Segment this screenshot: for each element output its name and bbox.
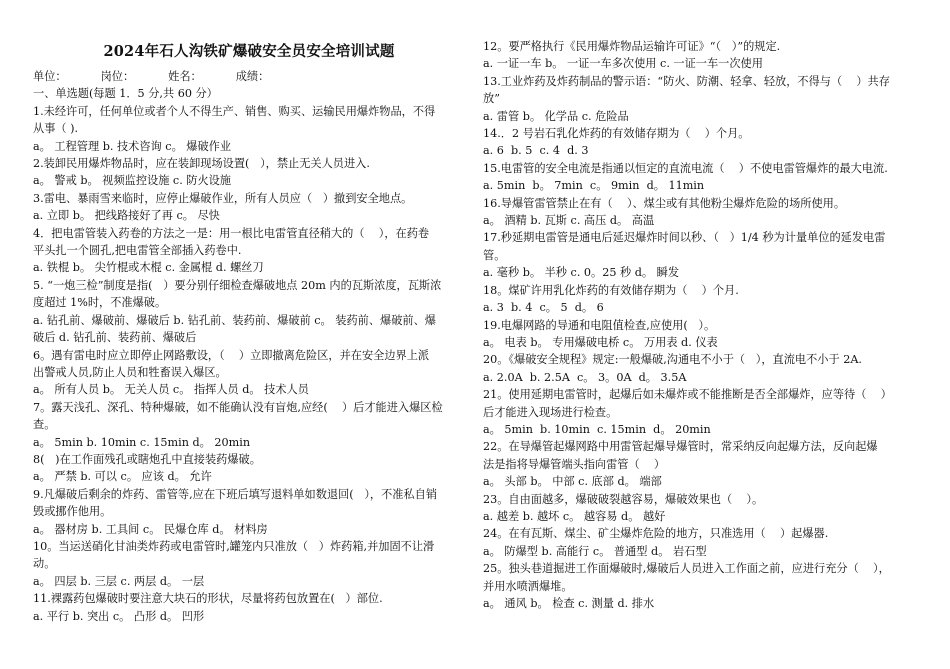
text-line: 23。自由面越多，爆破破裂越容易，爆破效果也（ ）。	[483, 492, 764, 506]
text-line: a。 严禁 b. 可以 c。 应该 d。 允许	[33, 470, 212, 484]
section-heading: 一、单选题(每题 1．5 分,共 60 分）	[33, 87, 218, 101]
text-line: a. 3 b. 4 c。 5 d。 6	[483, 301, 604, 315]
text-line: 15.电雷管的安全电流是指通以恒定的直流电流（ ）不使电雷管爆炸的最大电流.	[483, 161, 888, 175]
info-name: 姓名：	[168, 70, 202, 83]
text-line: a。 5min b. 10min c. 15min d。 20min	[483, 422, 711, 436]
text-line: 21。使用延期电雷管时，起爆后如未爆炸或不能推断是否全部爆炸，应等待（ ）	[483, 388, 892, 402]
right-column	[483, 38, 915, 612]
text-line: a. 5min b。 7min c。 9min d。 11min	[483, 179, 705, 193]
text-line: a。 防爆型 b. 高能行 c。 普通型 d。 岩石型	[483, 544, 707, 558]
text-line: a。 通风 b。 检查 c. 测量 d. 排水	[483, 597, 655, 610]
text-line: a。 警戒 b。 视频监控设施 c. 防火设施	[33, 174, 232, 188]
info-row	[33, 68, 465, 85]
text-line: 16.导爆管雷管禁止在有（ ）、煤尘或有其他粉尘爆炸危险的场所使用。	[483, 196, 846, 210]
text-line: 法是指将导爆管端头指向雷管（ ）	[483, 457, 666, 471]
text-line: a. 钻孔前、爆破前、爆破后 b. 钻孔前、装药前、爆破前 c。 装药前、爆破前、爆	[33, 313, 436, 327]
text-line: 17.秒延期电雷管是通电后延迟爆炸时间以秒、（ ）1/4 秒为计量单位的延发电雷	[483, 231, 886, 245]
text-line: a。 电表 b。 专用爆破电桥 c。 万用表 d. 仪表	[483, 335, 718, 349]
text-line: a. 雷管 b。 化学品 c. 危险品	[483, 109, 629, 123]
text-line: 5. “一炮三检”制度是指( ）要分别仔细检查爆破地点 20m 内的瓦斯浓度，瓦斯浓	[33, 278, 442, 292]
text-line: 管。	[483, 248, 506, 262]
text-line: 出警戒人员,防止人员和牲畜误入爆区。	[33, 365, 227, 379]
info-unit: 单位：	[33, 70, 67, 83]
text-line: 9.凡爆破后剩余的炸药、雷管等,应在下班后填写退料单如数退回( ），不准私自销	[33, 487, 438, 501]
text-line: 查。	[33, 418, 56, 432]
text-line: 度超过 1%时，不准爆破。	[33, 296, 167, 310]
text-line: 20。《爆破安全规程》规定:一般爆破,沟通电不小于（ ），直流电不小于 2A.	[483, 353, 862, 367]
text-line: 14.．2 号岩石乳化炸药的有效储存期为（ ）个月。	[483, 127, 750, 141]
text-line: 放”	[483, 92, 500, 106]
text-line: 25。独头巷道掘进工作面爆破时,爆破后人员进入工作面之前，应进行充分（ ），	[483, 562, 890, 576]
text-line: 毁或挪作他用。	[33, 505, 112, 519]
text-line: a. 立即 b。 把线路接好了再 c。 尽快	[33, 209, 220, 223]
text-line: a. 6 b. 5 c. 4 d. 3	[483, 144, 589, 158]
text-line: a. 2.0A b. 2.5A c。 3。0A d。 3.5A	[483, 370, 687, 384]
left-column	[33, 38, 465, 625]
text-line: 6。遇有雷电时应立即停止网路敷设，（ ）立即撤离危险区，并在安全边界上派	[33, 348, 430, 362]
text-line: 8( )在工作面残孔或瞎炮孔中直接装药爆破。	[33, 452, 261, 466]
exam-title: 2024年石人沟铁矿爆破安全员安全培训试题	[103, 43, 395, 60]
text-line: 平头扎一个圆孔,把电雷管全部插入药卷中.	[33, 244, 242, 258]
text-line: 3.雷电、暴雨雪来临时，应停止爆破作业，所有人员应（ ）撤到安全地点。	[33, 191, 413, 205]
text-line: a。 器材房 b. 工具间 c。 民爆仓库 d。 材料房	[33, 522, 268, 536]
text-line: 12。要严格执行《民用爆炸物品运输许可证》“（ ）”的规定.	[483, 40, 781, 53]
info-position: 岗位：	[100, 70, 135, 83]
text-line: a。 四层 b. 三层 c. 两层 d。 一层	[33, 574, 205, 588]
text-line: 后才能进入现场进行检查。	[483, 405, 618, 419]
text-line: a。 头部 b。 中部 c. 底部 d。 端部	[483, 475, 662, 489]
text-line: a. 铁棍 b。 尖竹棍或木棍 c. 金属棍 d. 螺丝刀	[33, 261, 264, 275]
text-line: a。 所有人员 b。 无关人员 c。 指挥人员 d。 技术人员	[33, 383, 309, 397]
right-question-list	[483, 38, 915, 612]
info-score: 成绩：	[235, 70, 270, 83]
text-line: 并用水喷洒爆堆。	[483, 579, 573, 593]
text-line: a。 5min b. 10min c. 15min d。 20min	[33, 435, 251, 449]
text-line: 10。当运送硝化甘油类炸药或电雷管时,罐笼内只准放（ ）炸药箱,并加固不让滑	[33, 539, 435, 553]
text-line: 从事（ ).	[33, 122, 79, 136]
text-line: a. 一证一车 b。 一证一车多次使用 c. 一证一车一次使用	[483, 57, 763, 71]
text-line: a. 平行 b. 突出 c。 凸形 d。 凹形	[33, 609, 205, 623]
text-line: 2.装卸民用爆炸物品时，应在装卸现场设置( ），禁止无关人员进入.	[33, 157, 370, 171]
text-line: 1.未经许可，任何单位或者个人不得生产、销售、购买、运输民用爆炸物品，不得	[33, 104, 436, 118]
text-line: a. 越差 b. 越坏 c。 越容易 d。 越好	[483, 509, 666, 523]
text-line: 13.工业炸药及炸药制品的警示语：“防火、防潮、轻拿、轻放，不得与（ ）共存	[483, 74, 890, 88]
left-question-list	[33, 103, 465, 625]
text-line: 11.裸露药包爆破时要注意大块石的形状，尽量将药包放置在( ）部位.	[33, 592, 383, 606]
text-line: 4．把电雷管装入药卷的方法之一是：用一根比电雷管直径稍大的（ ），在药卷	[33, 226, 430, 240]
text-line: 19.电爆网路的导通和电阻值检查,应使用( ）。	[483, 318, 716, 332]
text-line: 24。在有瓦斯、煤尘、矿尘爆炸危险的地方，只准选用（ ）起爆器.	[483, 527, 829, 541]
text-line: 破后 d. 钻孔前、装药前、爆破后	[33, 331, 197, 345]
text-line: a。 酒精 b. 瓦斯 c. 高压 d。 高温	[483, 214, 655, 228]
text-line: 7。露天浅孔、深孔、特种爆破，如不能确认没有盲炮,应经( ）后才能进入爆区检	[33, 400, 443, 414]
text-line: a. 毫秒 b。 半秒 c. 0。25 秒 d。 瞬发	[483, 266, 680, 280]
text-line: 22。在导爆管起爆网路中用雷管起爆导爆管时，常采纳反向起爆方法，反向起爆	[483, 440, 878, 454]
text-line: 动。	[33, 557, 56, 571]
text-line: 18。煤矿许用乳化炸药的有效储存期为（ ）个月.	[483, 283, 739, 297]
text-line: a。 工程管理 b. 技术咨询 c。 爆破作业	[33, 139, 232, 153]
